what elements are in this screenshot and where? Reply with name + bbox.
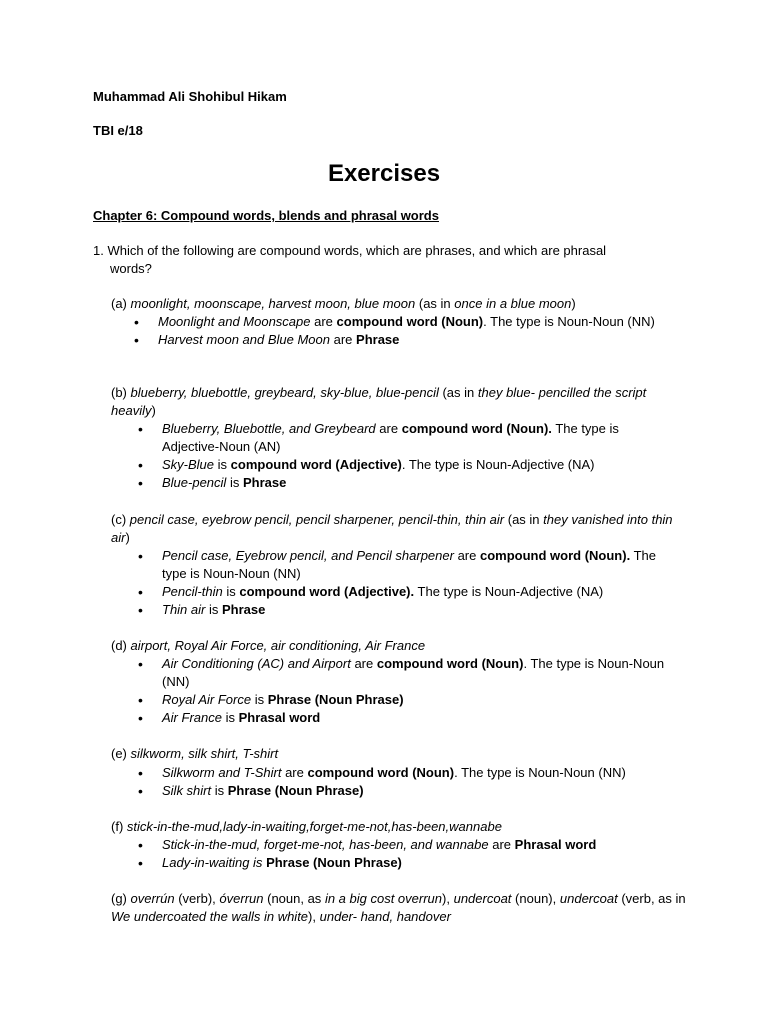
type-note: . The type is Noun-Noun (NN) (162, 656, 665, 689)
verb: is (254, 692, 265, 707)
section-a-heading (111, 295, 686, 313)
part-of-speech: (noun, as (267, 891, 322, 906)
section-items: blueberry, bluebottle, greybeard, sky-blue, blue-pencil (130, 385, 439, 400)
section-g-heading (111, 890, 686, 926)
section-label: (d) (111, 638, 127, 653)
part-of-speech: (verb, as in (621, 891, 686, 906)
note-open: (as in (507, 512, 540, 527)
section-label: (c) (111, 512, 127, 527)
list-item (158, 313, 678, 331)
section-a-bullets (158, 313, 678, 349)
note-open: (as in (418, 296, 451, 311)
classification: Phrasal word (514, 837, 597, 852)
note-example: once in a blue moon (454, 296, 572, 311)
section-d-heading (111, 637, 686, 655)
section-c-heading (111, 511, 686, 547)
list-item (162, 764, 678, 782)
verb: is (208, 602, 219, 617)
classification: Phrase (Noun Phrase) (266, 855, 402, 870)
term: Silkworm and T-Shirt (162, 765, 282, 780)
classification: Phrase (Noun Phrase) (227, 783, 364, 798)
list-item (162, 854, 678, 872)
classification: Phrasal word (238, 710, 321, 725)
section-d-bullets (162, 655, 678, 727)
verb: are (457, 548, 477, 563)
list-item (162, 782, 678, 800)
classification: compound word (Adjective) (230, 457, 402, 472)
verb: is (226, 584, 236, 599)
verb: are (333, 332, 353, 347)
section-e-heading (111, 745, 686, 763)
classification: Phrase (222, 602, 266, 617)
term: undercoat (559, 891, 618, 906)
section-label: (b) (111, 385, 127, 400)
chapter-heading: Chapter 6: Compound words, blends and phrasal words (93, 208, 439, 223)
list-item (162, 456, 678, 474)
section-items: silkworm, silk shirt, T-shirt (130, 746, 279, 761)
verb: are (285, 765, 304, 780)
verb: are (379, 421, 399, 436)
term: Stick-in-the-mud, forget-me-not, has-been, and wannabe (162, 837, 489, 852)
verb: is (217, 457, 228, 472)
question-1 (93, 242, 673, 278)
term: Pencil case, Eyebrow pencil, and Pencil sharpener (162, 548, 454, 563)
classification: compound word (Adjective). (239, 584, 415, 599)
verb: are (354, 656, 374, 671)
type-note: . The type is Noun-Noun (NN) (454, 765, 626, 780)
term: under- hand, handover (319, 909, 451, 924)
list-item (162, 709, 678, 727)
list-item (162, 583, 678, 601)
term: Thin air (162, 602, 206, 617)
note-close: ) (125, 530, 130, 545)
list-item (158, 331, 678, 349)
list-item (162, 836, 678, 854)
classification: Phrase (356, 332, 400, 347)
section-b-heading (111, 384, 686, 420)
section-e-bullets (162, 764, 678, 800)
page-title: Exercises (327, 160, 441, 187)
section-items: stick-in-the-mud,lady-in-waiting,forget-me-not,has-been,wannabe (126, 819, 502, 834)
section-label: (a) (111, 296, 127, 311)
classification: Phrase (242, 475, 287, 490)
list-item (162, 655, 678, 691)
type-note: The type is Adjective-Noun (AN) (162, 421, 619, 454)
term: Lady-in-waiting is (162, 855, 263, 870)
term: óverrun (219, 891, 264, 906)
classification: compound word (Noun) (336, 314, 484, 329)
term: overrún (130, 891, 175, 906)
note-example: they blue- pencilled the script heavily (111, 385, 647, 418)
term: undercoat (453, 891, 512, 906)
verb: are (492, 837, 512, 852)
note-open: (as in (442, 385, 475, 400)
classification: Phrase (Noun Phrase) (267, 692, 404, 707)
question-text-line1: Which of the following are compound words, which are phrases, and which are phrasal (107, 243, 607, 258)
note-example: in a big cost overrun (324, 891, 443, 906)
classification: compound word (Noun). (401, 421, 552, 436)
note-close: ) (571, 296, 576, 311)
term: Moonlight and Moonscape (158, 314, 311, 329)
note-close: ) (151, 403, 156, 418)
section-f-heading (111, 818, 686, 836)
term: Harvest moon and Blue Moon (158, 332, 330, 347)
list-item (162, 601, 678, 619)
term: Silk shirt (162, 783, 212, 798)
section-label: (g) (111, 891, 127, 906)
class-code: TBI e/18 (93, 123, 143, 138)
term: Air France (162, 710, 222, 725)
list-item (162, 474, 678, 492)
punctuation: ), (442, 891, 450, 906)
term: Air Conditioning (AC) and Airport (162, 656, 351, 671)
type-note: The type is Noun-Adjective (NA) (417, 584, 604, 599)
term: Sky-Blue (162, 457, 215, 472)
section-label: (f) (111, 819, 124, 834)
term: Pencil-thin (162, 584, 223, 599)
part-of-speech: (verb), (178, 891, 216, 906)
verb: is (229, 475, 240, 490)
question-number: 1. (93, 243, 104, 258)
verb: is (225, 710, 235, 725)
section-items: airport, Royal Air Force, air conditioning, Air France (130, 638, 426, 653)
section-items: pencil case, eyebrow pencil, pencil sharpener, pencil-thin, thin air (129, 512, 505, 527)
note-example: they vanished into thin air (111, 512, 673, 545)
type-note: . The type is Noun-Adjective (NA) (401, 457, 595, 472)
note-example: We undercoated the walls in white (111, 909, 309, 924)
question-text-line2: words? (110, 261, 152, 276)
verb: is (214, 783, 225, 798)
list-item (162, 547, 678, 583)
section-label: (e) (111, 746, 127, 761)
term: Royal Air Force (162, 692, 252, 707)
section-items: moonlight, moonscape, harvest moon, blue moon (130, 296, 416, 311)
classification: compound word (Noun) (307, 765, 455, 780)
punctuation: ), (308, 909, 316, 924)
section-c-bullets (162, 547, 678, 619)
list-item (162, 691, 678, 709)
classification: compound word (Noun) (376, 656, 524, 671)
type-note: . The type is Noun-Noun (NN) (483, 314, 655, 329)
type-note: The type is Noun-Noun (NN) (162, 548, 656, 581)
section-b-bullets (162, 420, 678, 492)
verb: are (314, 314, 333, 329)
part-of-speech: (noun), (515, 891, 557, 906)
list-item (162, 420, 678, 456)
section-f-bullets (162, 836, 678, 872)
term: Blueberry, Bluebottle, and Greybeard (162, 421, 376, 436)
classification: compound word (Noun). (480, 548, 631, 563)
author-name: Muhammad Ali Shohibul Hikam (93, 89, 287, 104)
term: Blue-pencil (162, 475, 227, 490)
